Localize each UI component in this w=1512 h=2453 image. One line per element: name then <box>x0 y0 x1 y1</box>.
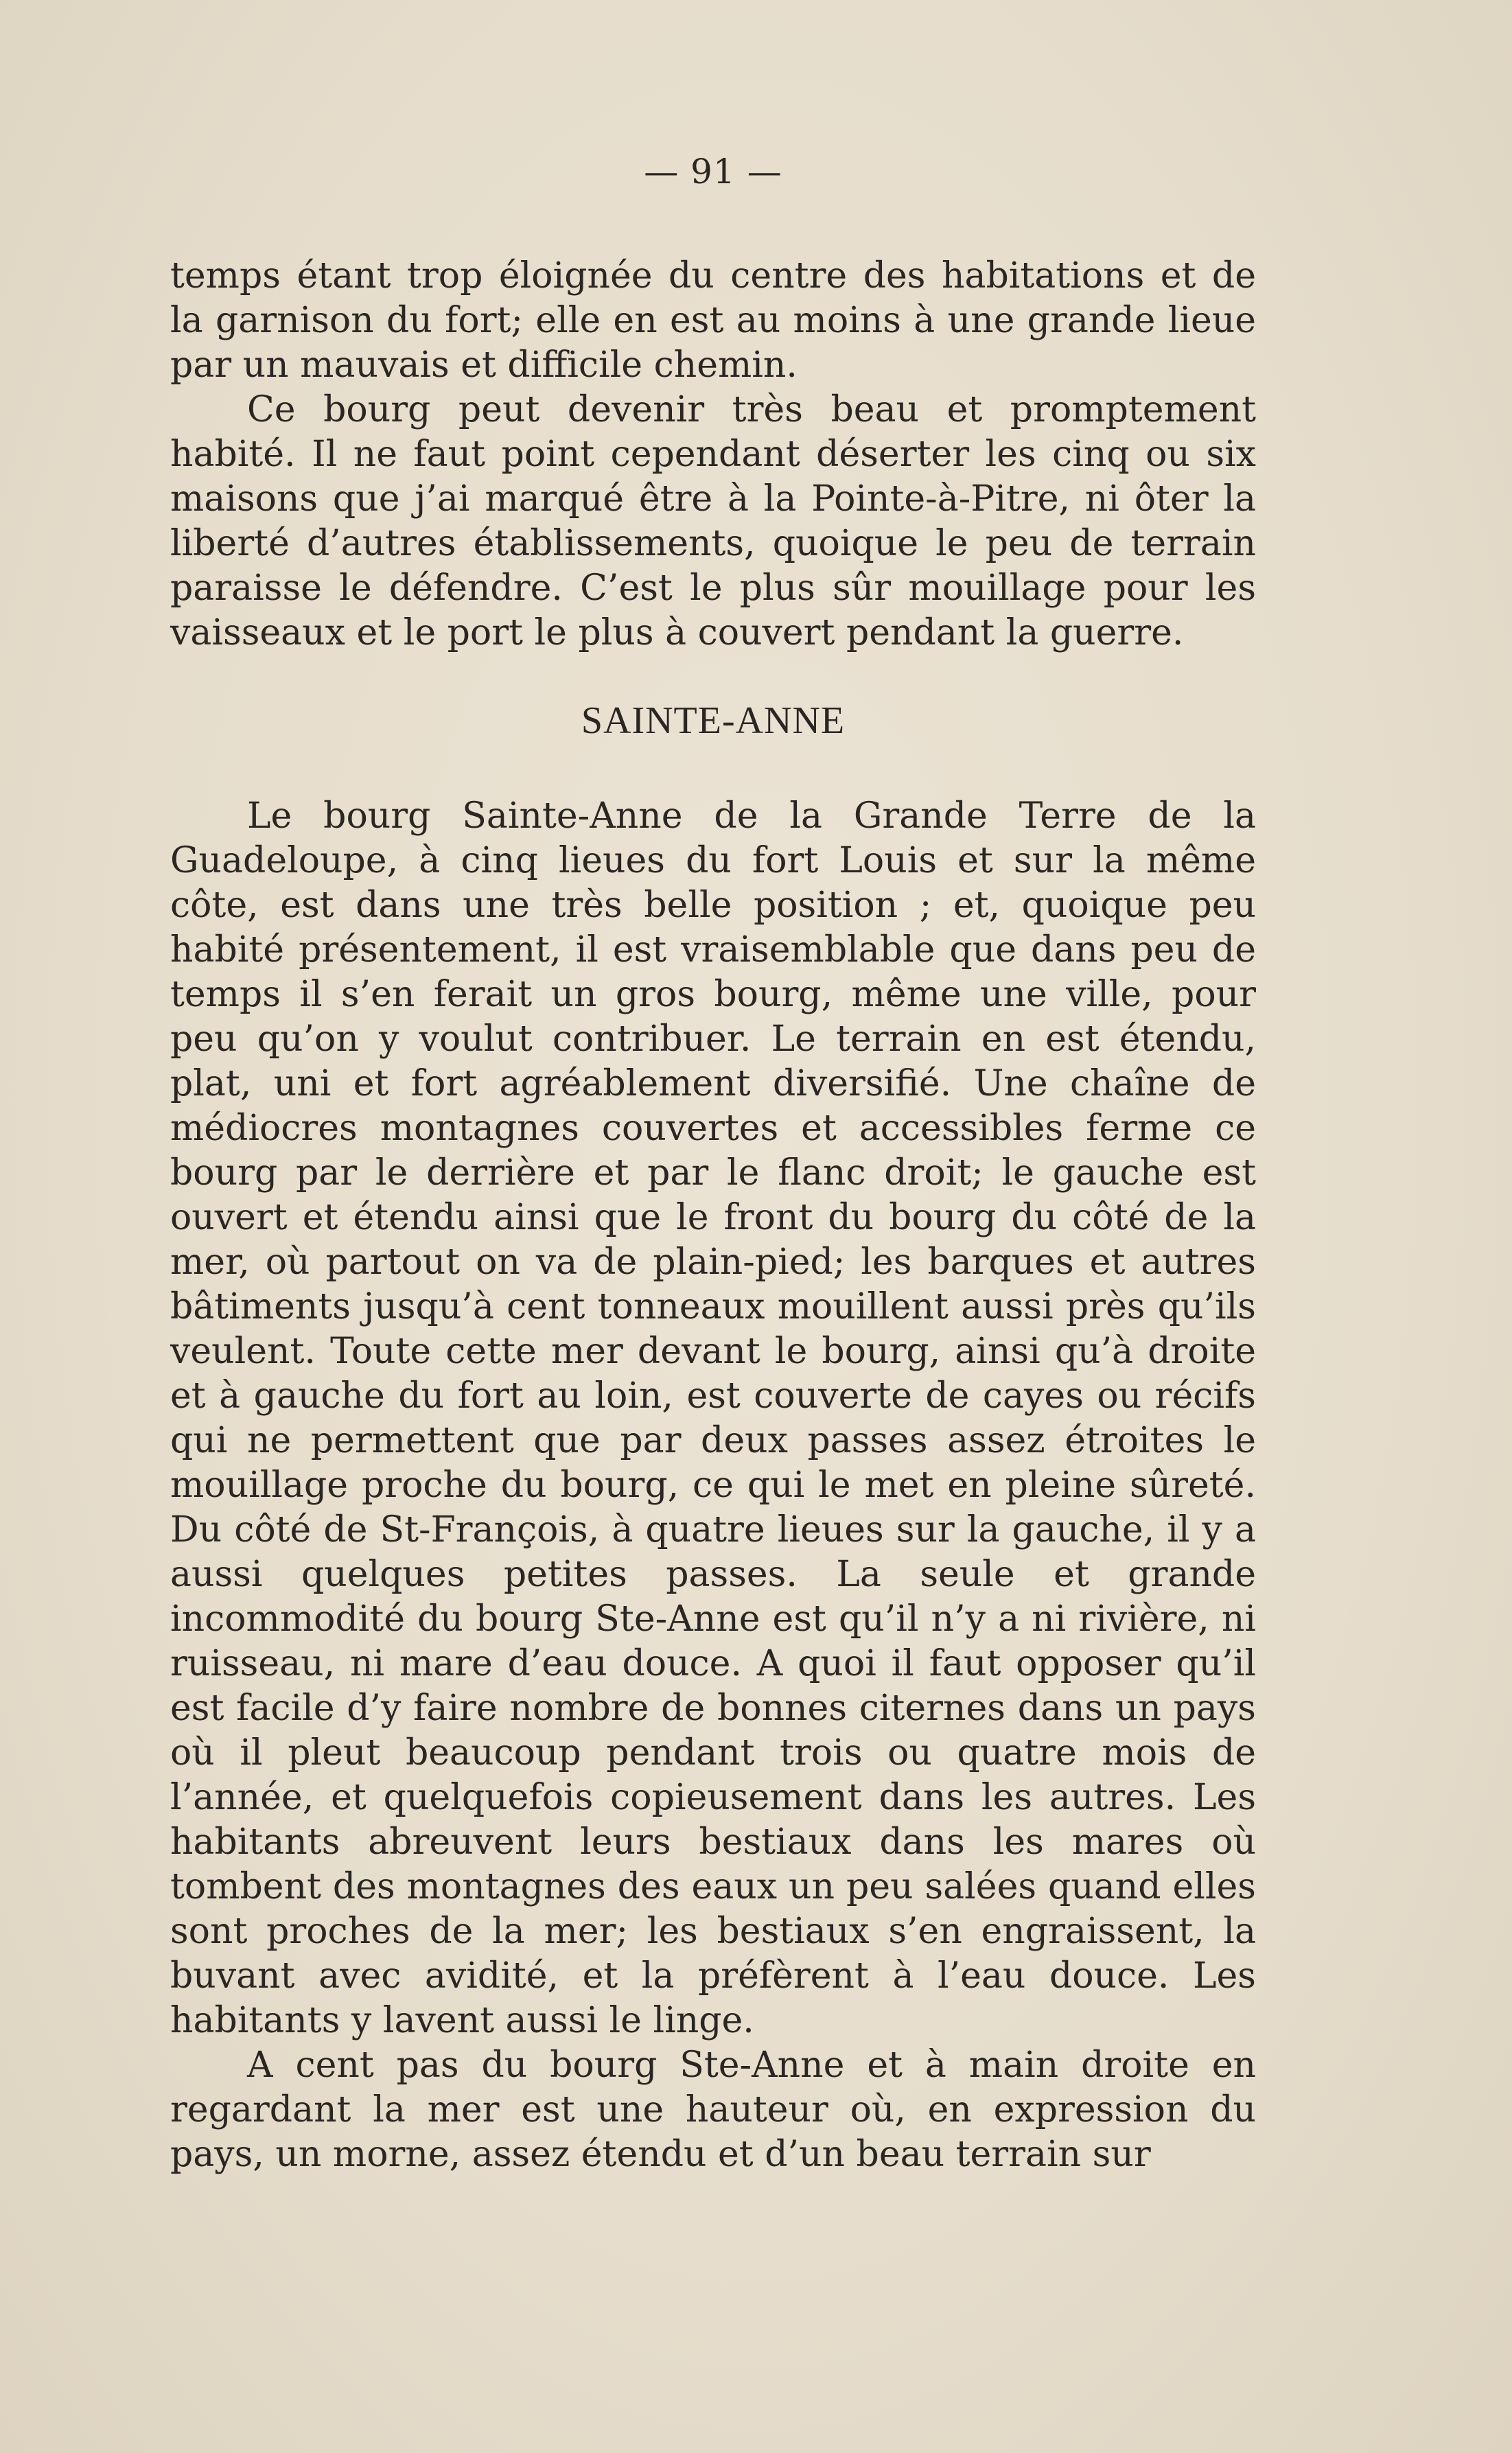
page-text-block <box>170 151 1256 2177</box>
paragraph-cent-pas: A cent pas du bourg Ste-Anne et à main droite en regardant la mer est une hauteur où, en expression du pays, un morne, assez étendu et d’un beau terrain sur <box>170 2045 1256 2175</box>
paragraph-continuation: temps étant trop éloignée du centre des habitations et de la garnison du fort; elle en est au moins à une grande lieue par un mauvais et difficile chemin. <box>170 255 1256 386</box>
paragraph-sainte-anne: Le bourg Sainte-Anne de la Grande Terre de la Guadeloupe, à cinq lieues du fort Louis et sur la même côte, est dans une très belle position ; et, quoique peu habité présentement, il est vraisemblable que dans peu de temps il s’en ferait un gros bourg, même une ville, pour peu qu’on y voulut contribuer. Le terrain en est étendu, plat, uni et fort agréablement diversifié. Une chaîne de médiocres montagnes couvertes et accessibles ferme ce bourg par le derrière et par le flanc droit; le gauche est ouvert et étendu ainsi que le front du bourg du côté de la mer, où partout on va de plain-pied; les barques et autres bâtiments jusqu’à cent tonneaux mouillent aussi près qu’ils veulent. Toute cette mer devant le bourg, ainsi qu’à droite et à gauche du fort au loin, est couverte de cayes ou récifs qui ne permettent que par deux passes assez étroites le mouillage proche du bourg, ce qui le met en pleine sûreté. Du côté de St-François, à quatre lieues sur la gauche, il y a aussi quelques petites passes. La seule et grande incommodité du bourg Ste-Anne est qu’il n’y a ni rivière, ni ruisseau, ni mare d’eau douce. A quoi il faut opposer qu’il est facile d’y faire nombre de bonnes citernes dans un pays où il pleut beaucoup pendant trois ou quatre mois de l’année, et quelquefois copieusement dans les autres. Les habitants abreuvent leurs bestiaux dans les mares où tombent des montagnes des eaux un peu salées quand elles sont proches de la mer; les bestiaux s’en engraissent, la buvant avec avidité, et la préfèrent à l’eau douce. Les habitants y lavent aussi le linge. <box>170 795 1256 2041</box>
paragraph-bourg-habite: Ce bourg peut devenir très beau et promptement habité. Il ne faut point cependant déserter les cinq ou six maisons que j’ai marqué être à la Pointe-à-Pitre, ni ôter la liberté d’autres établissements, quoique le peu de terrain paraisse le défendre. C’est le plus sûr mouillage pour les vaisseaux et le port le plus à couvert pendant la guerre. <box>170 389 1256 653</box>
section-heading: SAINTE-ANNE <box>581 699 846 742</box>
page-number: — 91 — <box>644 152 782 191</box>
